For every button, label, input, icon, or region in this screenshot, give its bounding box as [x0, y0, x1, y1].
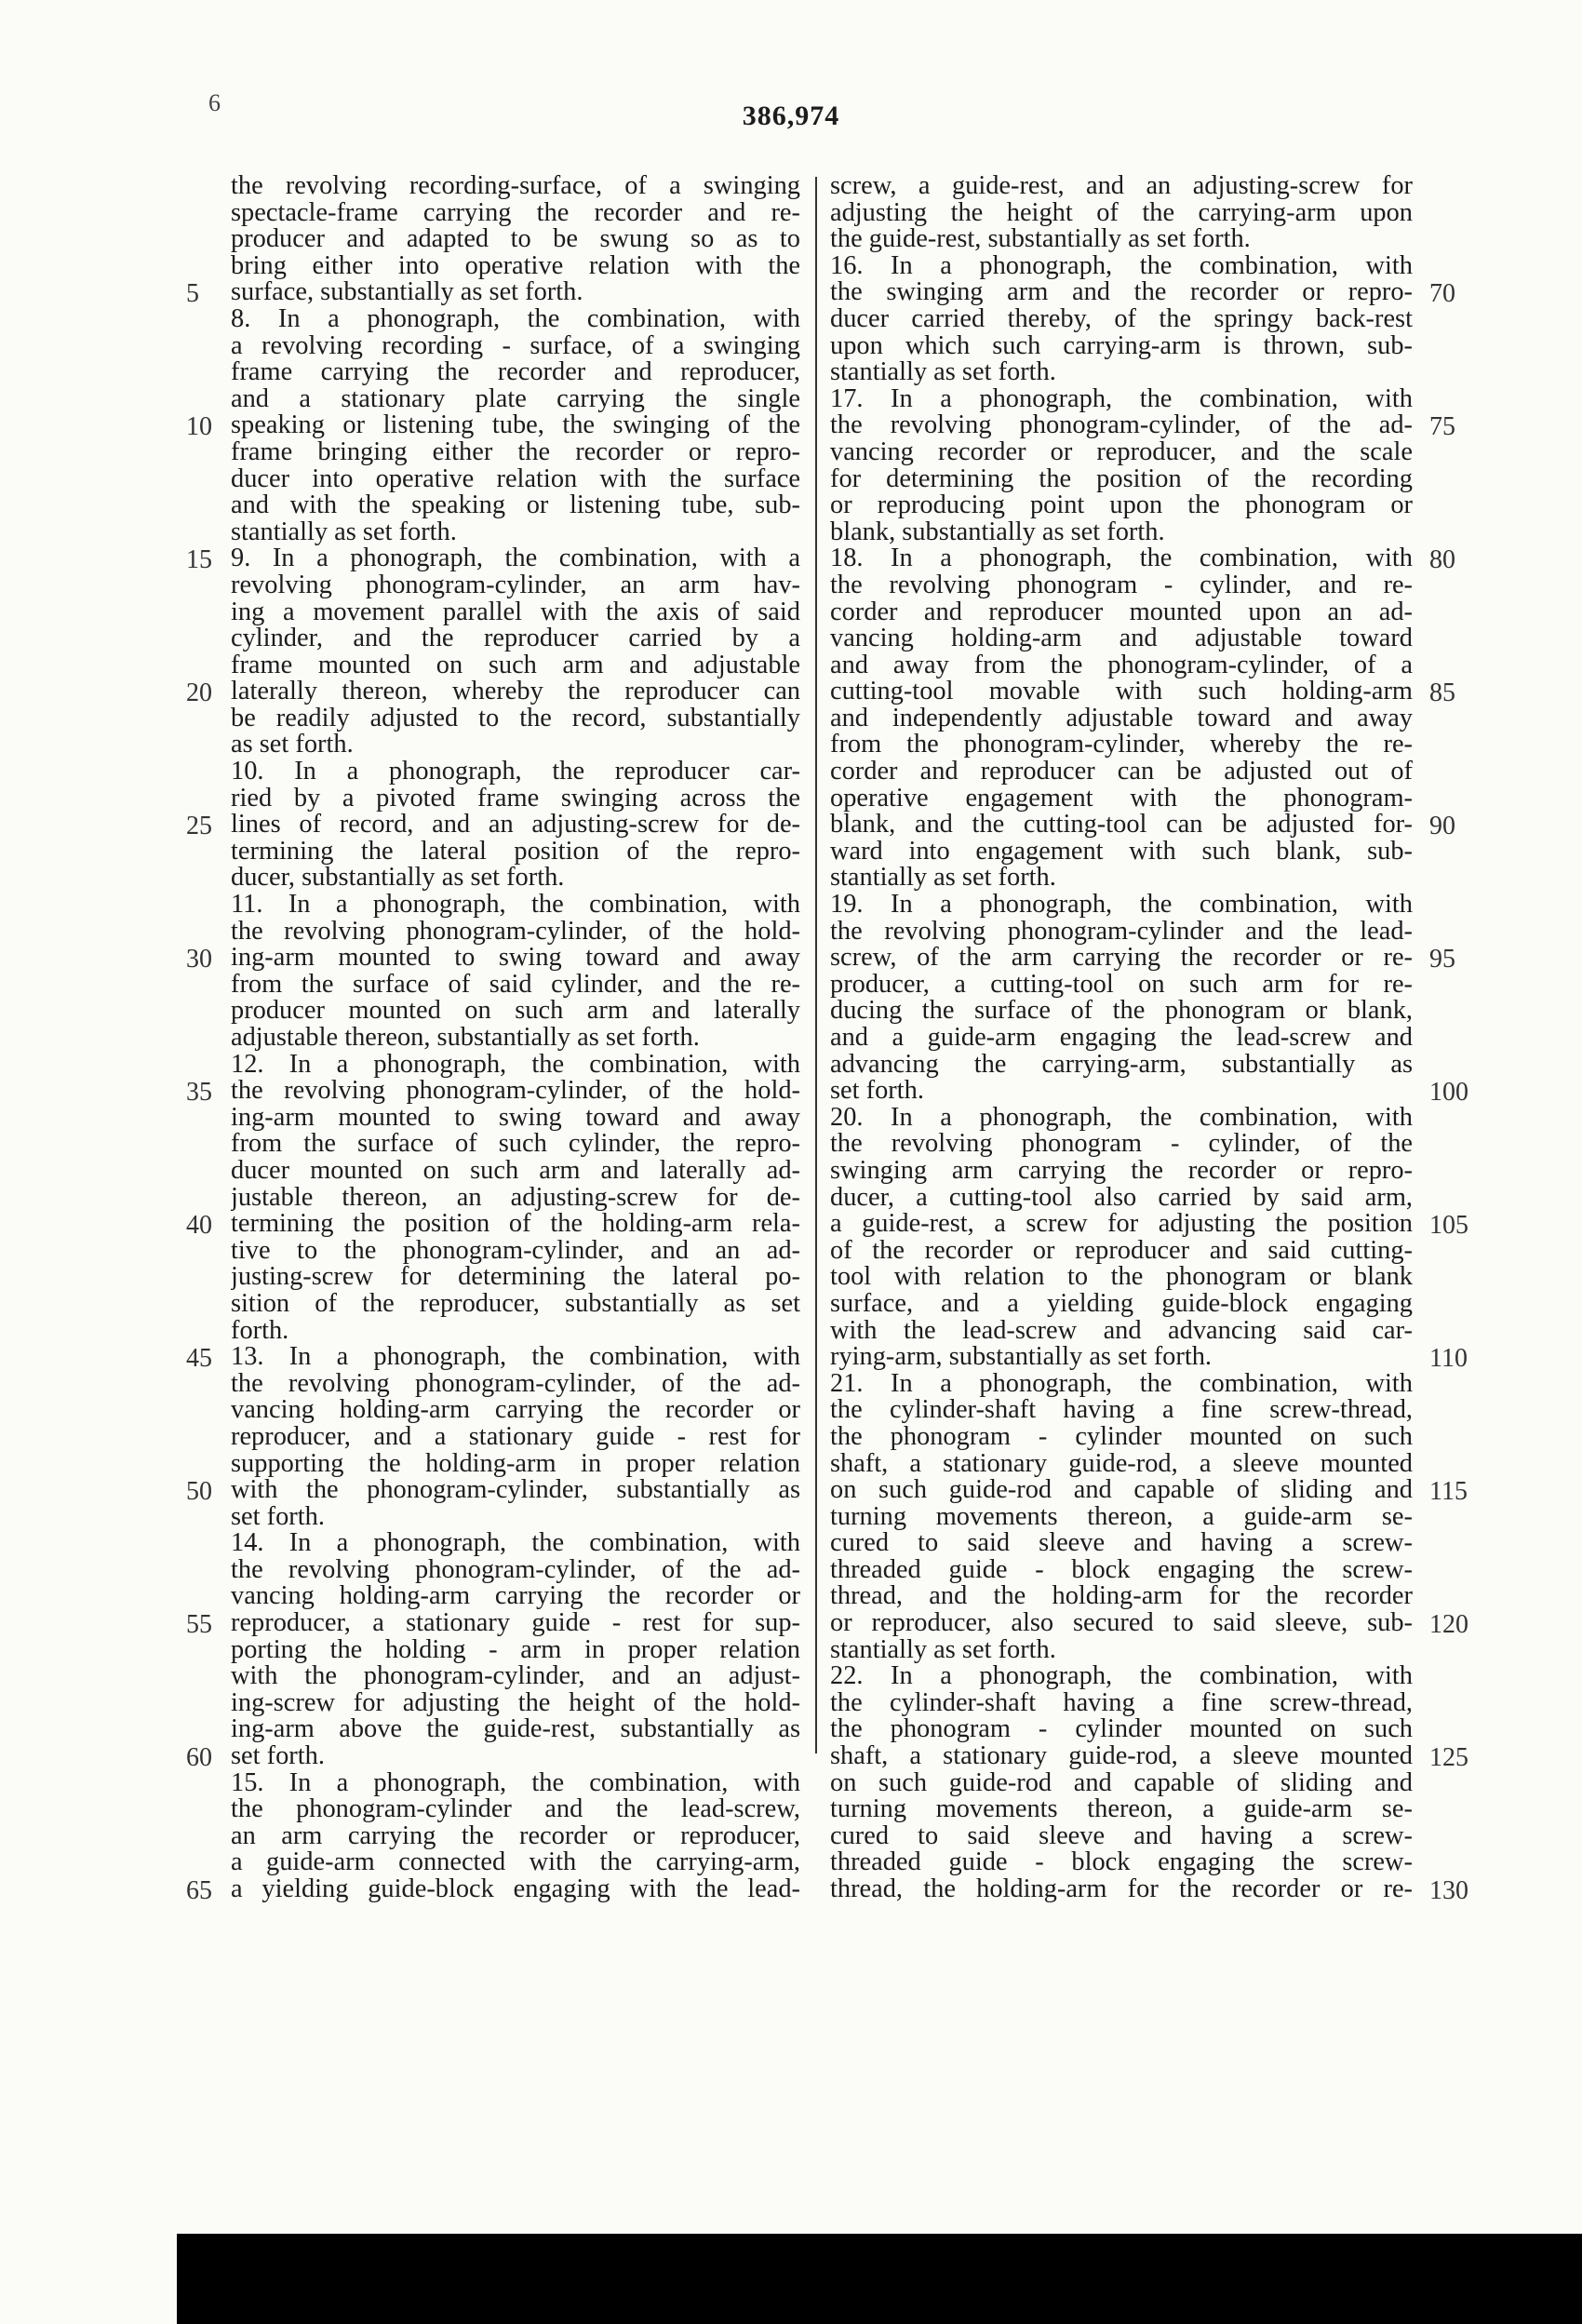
text-line: the revolving phonogram - cylinder, of the	[830, 1131, 1413, 1158]
text-line: stantially as set forth.	[830, 1636, 1056, 1664]
text-line: 16. In a phonograph, the combination, with	[830, 252, 1413, 280]
text-line: ing-arm above the guide-rest, substantially as	[231, 1716, 800, 1744]
text-line: vancing holding-arm carrying the recorder or	[231, 1583, 800, 1611]
text-line: with the lead-screw and advancing said car-	[830, 1317, 1413, 1345]
text-line: tive to the phonogram-cylinder, and an ad-	[231, 1237, 800, 1265]
text-line: ing-arm mounted to swing toward and away	[231, 945, 800, 972]
line-number: 65	[186, 1876, 212, 1906]
text-line: the phonogram - cylinder mounted on such	[830, 1423, 1413, 1451]
line-number: 60	[186, 1743, 212, 1773]
text-line: termining the position of the holding-arm rela-	[231, 1211, 800, 1238]
text-line: of the recorder or reproducer and said cutting-	[830, 1237, 1413, 1265]
page-mark: 6	[208, 89, 221, 116]
text-line: a revolving recording - surface, of a swinging	[231, 332, 800, 360]
text-line: advancing the carrying-arm, substantially as	[830, 1051, 1413, 1079]
text-line: ducer carried thereby, of the springy back-rest	[830, 305, 1413, 333]
text-line: adjustable thereon, substantially as set forth.	[231, 1025, 700, 1052]
text-line: 11. In a phonograph, the combination, with	[231, 892, 800, 919]
text-line: a yielding guide-block engaging with the lead-	[231, 1876, 800, 1903]
text-line: the revolving phonogram-cylinder, of the ad-	[830, 412, 1413, 439]
text-line: ward into engagement with such blank, sub-	[830, 838, 1413, 866]
text-line: turning movements thereon, a guide-arm se-	[830, 1796, 1413, 1823]
text-line: with the phonogram-cylinder, and an adjust-	[231, 1663, 800, 1690]
text-line: justable thereon, an adjusting-screw for de-	[231, 1184, 800, 1212]
line-number: 15	[186, 545, 212, 575]
line-number: 75	[1429, 412, 1455, 442]
text-line: a guide-rest, a screw for adjusting the position	[830, 1211, 1413, 1238]
text-line: producer, a cutting-tool on such arm for re-	[830, 971, 1413, 999]
text-line: 10. In a phonograph, the reproducer car-	[231, 759, 800, 786]
text-line: threaded guide - block engaging the screw-	[830, 1849, 1413, 1876]
text-line: forth.	[231, 1317, 289, 1345]
text-line: spectacle-frame carrying the recorder and re-	[231, 199, 800, 227]
text-line: an arm carrying the recorder or reproducer,	[231, 1822, 800, 1850]
text-line: blank, and the cutting-tool can be adjusted for-	[830, 812, 1413, 839]
column-divider	[815, 177, 817, 1753]
text-line: 8. In a phonograph, the combination, with	[231, 305, 800, 333]
text-line: the phonogram-cylinder and the lead-screw,	[231, 1796, 800, 1823]
text-line: termining the lateral position of the repro-	[231, 838, 800, 866]
text-line: 14. In a phonograph, the combination, with	[231, 1530, 800, 1557]
text-line: corder and reproducer can be adjusted out of	[830, 759, 1413, 786]
text-line: vancing recorder or reproducer, and the scale	[830, 438, 1413, 466]
line-number: 100	[1429, 1078, 1468, 1108]
left-text-column	[231, 173, 800, 1903]
line-number: 30	[186, 945, 212, 974]
text-line: set forth.	[231, 1743, 325, 1770]
right-text-column	[830, 173, 1413, 1903]
text-line: from the surface of said cylinder, and the re-	[231, 971, 800, 999]
text-line: ing-arm mounted to swing toward and away	[231, 1104, 800, 1132]
text-line: thread, the holding-arm for the recorder or re-	[830, 1876, 1413, 1903]
text-line: the swinging arm and the recorder or repro-	[830, 279, 1413, 306]
text-line: on such guide-rod and capable of sliding and	[830, 1477, 1413, 1504]
text-line: frame mounted on such arm and adjustable	[231, 652, 800, 679]
text-line: 9. In a phonograph, the combination, with a	[231, 545, 800, 572]
text-line: screw, a guide-rest, and an adjusting-screw for	[830, 173, 1413, 200]
text-line: turning movements thereon, a guide-arm se-	[830, 1503, 1413, 1531]
text-line: the revolving recording-surface, of a swinging	[231, 173, 800, 200]
patent-number: 386,974	[742, 101, 840, 131]
text-line: from the phonogram-cylinder, whereby the re-	[830, 732, 1413, 759]
text-line: producer mounted on such arm and laterally	[231, 998, 800, 1025]
text-line: swinging arm carrying the recorder or repro-	[830, 1157, 1413, 1185]
text-line: cylinder, and the reproducer carried by a	[231, 625, 800, 652]
line-number: 35	[186, 1078, 212, 1108]
text-line: cutting-tool movable with such holding-arm	[830, 678, 1413, 705]
text-line: the revolving phonogram-cylinder, of the hold-	[231, 918, 800, 946]
text-line: operative engagement with the phonogram-	[830, 785, 1413, 813]
text-line: set forth.	[231, 1503, 325, 1531]
text-line: blank, substantially as set forth.	[830, 518, 1165, 546]
line-number: 20	[186, 678, 212, 708]
text-line: ducing the surface of the phonogram or blank,	[830, 998, 1413, 1025]
text-line: a guide-arm connected with the carrying-arm,	[231, 1849, 800, 1876]
text-line: laterally thereon, whereby the reproducer can	[231, 678, 800, 705]
text-line: the cylinder-shaft having a fine screw-thread,	[830, 1689, 1413, 1717]
text-line: surface, and a yielding guide-block engaging	[830, 1290, 1413, 1318]
text-line: porting the holding - arm in proper relation	[231, 1636, 800, 1664]
line-number: 85	[1429, 678, 1455, 708]
text-line: thread, and the holding-arm for the recorder	[830, 1583, 1413, 1611]
text-line: 12. In a phonograph, the combination, with	[231, 1051, 800, 1079]
line-number: 40	[186, 1211, 212, 1241]
text-line: cured to said sleeve and having a screw-	[830, 1822, 1413, 1850]
text-line: ducer, a cutting-tool also carried by said arm,	[830, 1184, 1413, 1212]
text-line: rying-arm, substantially as set forth.	[830, 1344, 1213, 1371]
text-line: vancing holding-arm carrying the recorder or	[231, 1397, 800, 1424]
text-line: from the surface of such cylinder, the repro-	[231, 1131, 800, 1158]
text-line: frame bringing either the recorder or repro-	[231, 438, 800, 466]
text-line: ducer, substantially as set forth.	[231, 865, 565, 893]
text-line: for determining the position of the recording	[830, 465, 1413, 493]
text-line: and a guide-arm engaging the lead-screw and	[830, 1025, 1413, 1052]
text-line: adjusting the height of the carrying-arm upon	[830, 199, 1413, 227]
text-line: justing-screw for determining the lateral po-	[231, 1264, 800, 1291]
text-line: 18. In a phonograph, the combination, with	[830, 545, 1413, 572]
text-line: the revolving phonogram - cylinder, and re-	[830, 571, 1413, 599]
text-line: the revolving phonogram-cylinder, of the ad-	[231, 1556, 800, 1584]
text-line: corder and reproducer mounted upon an ad-	[830, 598, 1413, 626]
text-line: vancing holding-arm and adjustable toward	[830, 625, 1413, 652]
line-number: 115	[1429, 1477, 1468, 1507]
text-line: 15. In a phonograph, the combination, with	[231, 1769, 800, 1797]
line-number: 10	[186, 412, 212, 442]
text-line: and independently adjustable toward and away	[830, 705, 1413, 732]
line-number: 120	[1429, 1610, 1468, 1640]
line-number: 50	[186, 1477, 212, 1507]
text-line: 21. In a phonograph, the combination, with	[830, 1370, 1413, 1398]
text-line: the revolving phonogram-cylinder, of the ad-	[231, 1370, 800, 1398]
text-line: ducer into operative relation with the surface	[231, 465, 800, 493]
text-line: ing-screw for adjusting the height of the hold-	[231, 1689, 800, 1717]
text-line: set forth.	[830, 1078, 924, 1105]
text-line: 22. In a phonograph, the combination, with	[830, 1663, 1413, 1690]
text-line: tool with relation to the phonogram or blank	[830, 1264, 1413, 1291]
text-line: be readily adjusted to the record, substantially	[231, 705, 800, 732]
text-line: stantially as set forth.	[231, 518, 457, 546]
text-line: stantially as set forth.	[830, 865, 1056, 893]
text-line: ried by a pivoted frame swinging across the	[231, 785, 800, 813]
line-number: 95	[1429, 945, 1455, 974]
text-line: and a stationary plate carrying the single	[231, 385, 800, 413]
text-line: the guide-rest, substantially as set forth.	[830, 226, 1251, 253]
text-line: or reproducing point upon the phonogram or	[830, 492, 1413, 519]
text-line: upon which such carrying-arm is thrown, sub-	[830, 332, 1413, 360]
text-line: revolving phonogram-cylinder, an arm hav-	[231, 571, 800, 599]
text-line: bring either into operative relation with the	[231, 252, 800, 280]
text-line: 17. In a phonograph, the combination, with	[830, 385, 1413, 413]
line-number: 45	[186, 1344, 212, 1374]
line-number: 90	[1429, 812, 1455, 841]
text-line: 19. In a phonograph, the combination, with	[830, 892, 1413, 919]
line-number: 125	[1429, 1743, 1468, 1773]
line-number: 80	[1429, 545, 1455, 575]
text-line: and away from the phonogram-cylinder, of a	[830, 652, 1413, 679]
text-line: with the phonogram-cylinder, substantially as	[231, 1477, 800, 1504]
text-line: frame carrying the recorder and reproducer,	[231, 359, 800, 386]
line-number: 70	[1429, 279, 1455, 309]
text-line: ducer mounted on such arm and laterally ad-	[231, 1157, 800, 1185]
text-line: shaft, a stationary guide-rod, a sleeve mounted	[830, 1450, 1413, 1478]
text-line: and with the speaking or listening tube, sub-	[231, 492, 800, 519]
text-line: lines of record, and an adjusting-screw for de-	[231, 812, 800, 839]
text-line: the revolving phonogram-cylinder, of the hold-	[231, 1078, 800, 1105]
text-line: stantially as set forth.	[830, 359, 1056, 386]
line-number: 130	[1429, 1876, 1468, 1906]
text-line: on such guide-rod and capable of sliding and	[830, 1769, 1413, 1797]
text-line: surface, substantially as set forth.	[231, 279, 583, 306]
text-line: threaded guide - block engaging the screw-	[830, 1556, 1413, 1584]
scan-edge-bar	[177, 2234, 1582, 2324]
text-line: 20. In a phonograph, the combination, with	[830, 1104, 1413, 1132]
text-line: the revolving phonogram-cylinder and the lead-	[830, 918, 1413, 946]
text-line: sition of the reproducer, substantially as set	[231, 1290, 800, 1318]
text-line: supporting the holding-arm in proper relation	[231, 1450, 800, 1478]
text-line: producer and adapted to be swung so as to	[231, 226, 800, 253]
line-number: 55	[186, 1610, 212, 1640]
text-line: ing a movement parallel with the axis of said	[231, 598, 800, 626]
text-line: the phonogram - cylinder mounted on such	[830, 1716, 1413, 1744]
text-line: as set forth.	[231, 732, 354, 759]
text-line: reproducer, a stationary guide - rest for sup-	[231, 1610, 800, 1637]
line-number: 25	[186, 812, 212, 841]
text-line: reproducer, and a stationary guide - rest for	[231, 1423, 800, 1451]
text-line: shaft, a stationary guide-rod, a sleeve mounted	[830, 1743, 1413, 1770]
line-number: 110	[1429, 1344, 1468, 1374]
text-line: cured to said sleeve and having a screw-	[830, 1530, 1413, 1557]
text-line: 13. In a phonograph, the combination, with	[231, 1344, 800, 1371]
text-line: or reproducer, also secured to said sleeve, sub-	[830, 1610, 1413, 1637]
text-line: screw, of the arm carrying the recorder or re-	[830, 945, 1413, 972]
text-line: the cylinder-shaft having a fine screw-thread,	[830, 1397, 1413, 1424]
line-number: 105	[1429, 1211, 1468, 1241]
text-line: speaking or listening tube, the swinging of the	[231, 412, 800, 439]
line-number: 5	[186, 279, 199, 309]
